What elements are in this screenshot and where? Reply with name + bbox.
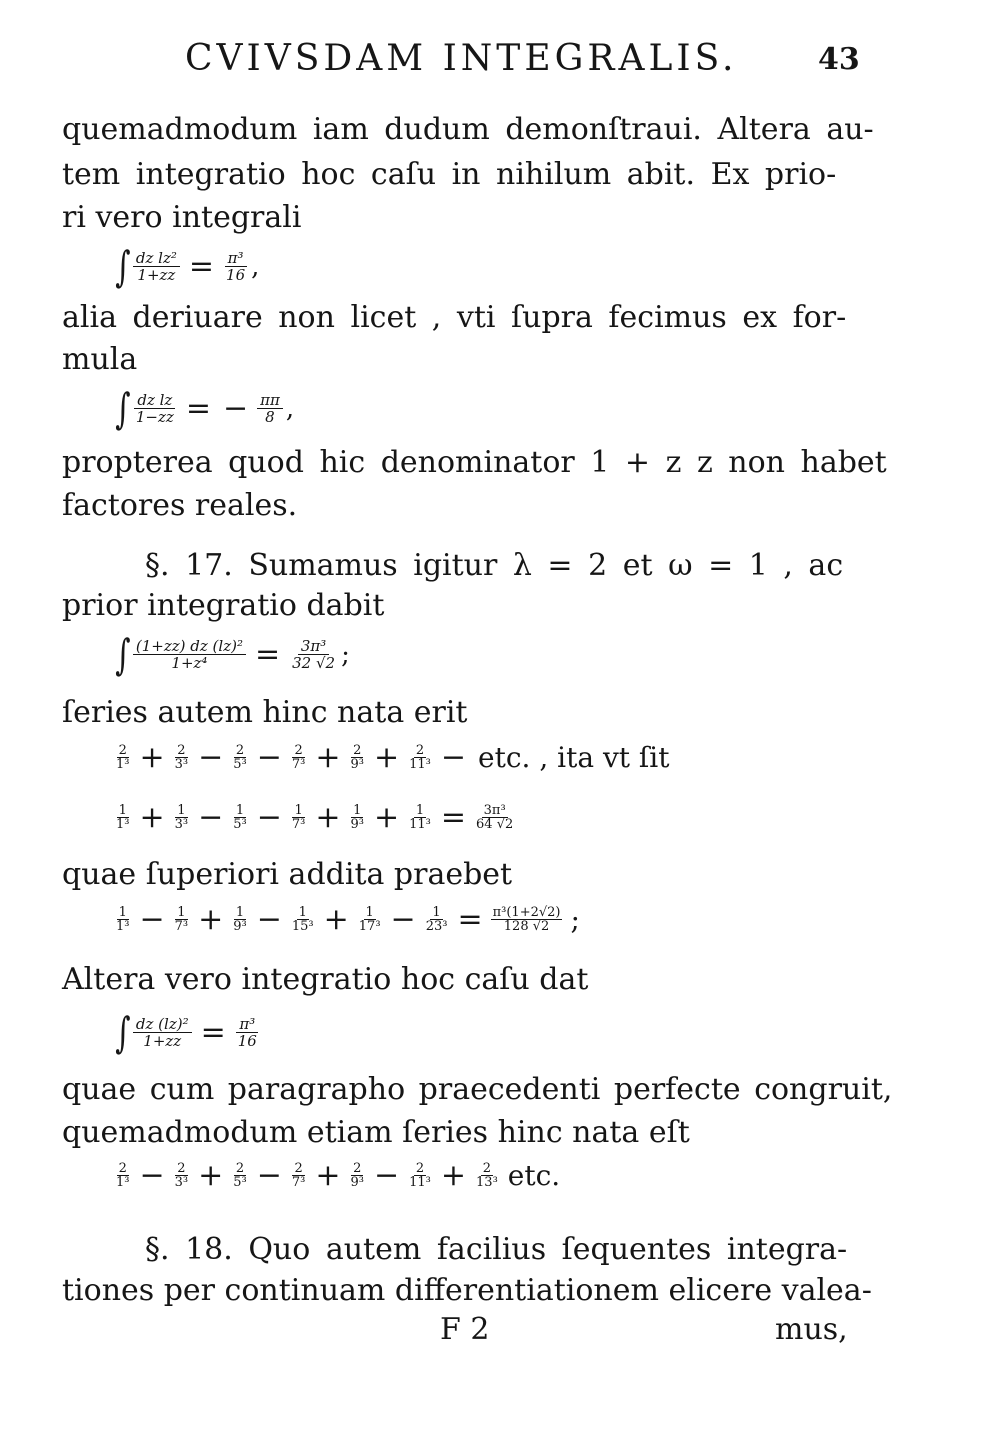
integral-sign: ∫ (115, 384, 131, 433)
series-term (231, 1162, 248, 1190)
fraction (133, 1016, 192, 1049)
operator: + (198, 1158, 224, 1193)
section-18-line: §. 18. Quo autem facilius ſequentes integra- (145, 1232, 848, 1267)
denominator: 11³ (409, 756, 431, 772)
operator: + (139, 800, 165, 835)
numerator: 1 (177, 802, 186, 818)
series-term (290, 1162, 307, 1190)
numerator: 2 (353, 742, 362, 758)
series-formula-1 (112, 740, 669, 775)
denominator: 1³ (116, 816, 130, 832)
formula-integral-4 (112, 1008, 263, 1057)
denominator: 9³ (233, 918, 247, 934)
series-formula-4 (112, 1158, 560, 1193)
series-term (349, 744, 366, 772)
minus-sign: − (222, 391, 249, 426)
series-term (407, 744, 433, 772)
denominator: 64 √2 (476, 816, 514, 832)
text-line: quemadmodum etiam ſeries hinc nata eſt (62, 1115, 690, 1150)
series-term (173, 1162, 190, 1190)
numerator: 3π³ (483, 802, 506, 818)
series-term (290, 744, 307, 772)
denominator: 7³ (291, 756, 306, 772)
denominator: 11³ (409, 816, 431, 832)
series-term (290, 804, 307, 832)
series-term (231, 744, 248, 772)
series-term (114, 906, 131, 934)
text-line: quae cum paragrapho praecedenti perfecte congruit, (62, 1072, 893, 1107)
denominator: 9³ (350, 1174, 364, 1190)
denominator: 9³ (350, 816, 364, 832)
denominator: 5³ (233, 756, 247, 772)
operator: + (373, 740, 400, 775)
fraction (133, 250, 180, 283)
series-formula-2 (112, 800, 517, 835)
numerator: 2 (482, 1160, 492, 1176)
numerator: 2 (235, 1160, 245, 1176)
operator: + (315, 800, 341, 835)
numerator: ππ (257, 392, 283, 409)
formula-tail: etc. (507, 1159, 561, 1192)
series-term (114, 804, 131, 832)
operator: − (139, 902, 165, 937)
series-term (407, 804, 433, 832)
series-term (173, 744, 190, 772)
denominator: 1³ (116, 756, 130, 772)
denominator: 128 √2 (503, 918, 550, 934)
denominator: 7³ (174, 918, 189, 934)
operator: − (139, 1158, 165, 1193)
numerator: dz (lz)² (133, 1016, 192, 1033)
operator: − (390, 902, 416, 937)
formula-tail: etc. , ita vt ſit (478, 741, 670, 774)
numerator: 2 (353, 1160, 362, 1176)
denominator: 1³ (116, 918, 130, 934)
text-line: mula (62, 342, 138, 377)
formula-tail: ; (570, 903, 580, 936)
integral-sign: ∫ (115, 630, 131, 679)
numerator: π³(1+2√2) (492, 904, 561, 920)
equals-sign: = (254, 637, 281, 672)
denominator: 3³ (174, 756, 189, 772)
text-line: Altera vero integratio hoc caſu dat (62, 962, 589, 997)
numerator: 1 (415, 802, 425, 818)
fraction (133, 392, 177, 425)
operator: + (440, 1158, 467, 1193)
formula-punctuation: ; (341, 639, 350, 670)
result-fraction (491, 906, 563, 934)
numerator: 2 (118, 1160, 127, 1176)
equals-sign: = (457, 902, 483, 937)
operator: − (373, 1158, 400, 1193)
integral-sign: ∫ (115, 242, 131, 291)
operator: + (139, 740, 165, 775)
text-line: prior integratio dabit (62, 588, 385, 623)
fraction (257, 392, 283, 425)
denominator: 9³ (350, 756, 364, 772)
fraction (235, 1016, 260, 1049)
operator: − (198, 800, 224, 835)
operator: + (373, 800, 400, 835)
equals-sign: = (440, 800, 467, 835)
series-term (173, 804, 190, 832)
formula-integral-3 (112, 630, 350, 679)
denominator: 5³ (233, 1174, 247, 1190)
numerator: π³ (236, 1016, 258, 1033)
numerator: 2 (177, 1160, 186, 1176)
operator: + (315, 740, 341, 775)
numerator: 1 (118, 802, 127, 818)
series-formula-3 (112, 902, 580, 937)
denominator: 1+z⁴ (171, 654, 208, 672)
operator: − (198, 740, 224, 775)
numerator: 2 (415, 1160, 425, 1176)
operator: − (256, 1158, 282, 1193)
denominator: 1³ (116, 1174, 130, 1190)
series-term (114, 1162, 131, 1190)
numerator: 2 (294, 742, 303, 758)
text-line: quae ſuperiori addita praebet (62, 857, 513, 892)
numerator: 1 (294, 802, 303, 818)
numerator: 1 (118, 904, 127, 920)
denominator: 1+zz (143, 1032, 182, 1050)
page-number: 43 (818, 42, 860, 77)
denominator: 5³ (233, 816, 247, 832)
series-term (231, 906, 248, 934)
numerator: 2 (294, 1160, 303, 1176)
numerator: 1 (235, 802, 245, 818)
numerator: 1 (177, 904, 186, 920)
numerator: 2 (235, 742, 245, 758)
numerator: 3π³ (298, 638, 329, 655)
denominator: 1+zz (137, 266, 176, 284)
series-term (349, 1162, 366, 1190)
fraction (133, 638, 246, 671)
series-term (290, 906, 316, 934)
text-line: propterea quod hic denominator 1 + z z non habet (62, 445, 887, 480)
numerator: dz lz (134, 392, 175, 409)
text-line: factores reales. (62, 488, 298, 523)
numerator: 1 (353, 802, 362, 818)
series-term (349, 804, 366, 832)
numerator: 1 (432, 904, 441, 920)
running-header: CVIVSDAM INTEGRALIS. (185, 38, 738, 79)
denominator: 32 √2 (292, 654, 336, 672)
denominator: 7³ (291, 816, 306, 832)
series-term (114, 744, 131, 772)
text-line: quemadmodum iam dudum demonſtraui. Altera au- (62, 112, 874, 147)
numerator: 1 (298, 904, 307, 920)
formula-integral-2 (112, 384, 294, 433)
text-line: ſeries autem hinc nata erit (62, 695, 468, 730)
series-term (407, 1162, 433, 1190)
section-17-line: §. 17. Sumamus igitur λ = 2 et ω = 1 , ac (145, 548, 844, 583)
operator: − (256, 800, 282, 835)
denominator: 3³ (174, 816, 189, 832)
series-term (173, 906, 190, 934)
numerator: 2 (118, 742, 127, 758)
integral-sign: ∫ (115, 1008, 131, 1057)
operator: + (198, 902, 224, 937)
fraction (289, 638, 338, 671)
numerator: 2 (177, 742, 186, 758)
text-line: ri vero integrali (62, 200, 302, 235)
denominator: 8 (265, 408, 275, 426)
numerator: 2 (415, 742, 425, 758)
series-term (424, 906, 450, 934)
text-line: alia deriuare non licet , vti ſupra fecimus ex for- (62, 300, 847, 335)
operator: − (440, 740, 467, 775)
numerator: 1 (365, 904, 374, 920)
equals-sign: = (185, 391, 211, 426)
numerator: (1+zz) dz (lz)² (133, 638, 246, 655)
catchword: mus, (775, 1312, 848, 1347)
denominator: 23³ (425, 918, 448, 934)
denominator: 3³ (174, 1174, 189, 1190)
denominator: 13³ (476, 1174, 498, 1190)
equals-sign: = (200, 1015, 226, 1050)
series-term (231, 804, 248, 832)
operator: + (315, 1158, 341, 1193)
operator: − (256, 902, 282, 937)
denominator: 1−zz (135, 408, 174, 426)
denominator: 16 (226, 266, 246, 284)
text-line: tiones per continuam differentiationem elicere valea- (62, 1273, 872, 1308)
equals-sign: = (188, 249, 215, 284)
signature-mark: F 2 (440, 1312, 490, 1347)
formula-integral-1 (112, 242, 259, 291)
operator: − (256, 740, 282, 775)
text-line: tem integratio hoc caſu in nihilum abit. Ex prio- (62, 157, 837, 192)
numerator: 1 (235, 904, 245, 920)
denominator: 15³ (291, 918, 314, 934)
denominator: 11³ (409, 1174, 431, 1190)
series-term (474, 1162, 500, 1190)
fraction (223, 250, 248, 283)
formula-punctuation: , (251, 251, 260, 282)
numerator: π³ (225, 250, 247, 267)
formula-punctuation: , (285, 393, 295, 424)
result-fraction (474, 804, 515, 832)
denominator: 16 (237, 1032, 257, 1050)
operator: + (323, 902, 349, 937)
series-term (357, 906, 383, 934)
denominator: 7³ (291, 1174, 306, 1190)
denominator: 17³ (358, 918, 381, 934)
numerator: dz lz² (133, 250, 180, 267)
